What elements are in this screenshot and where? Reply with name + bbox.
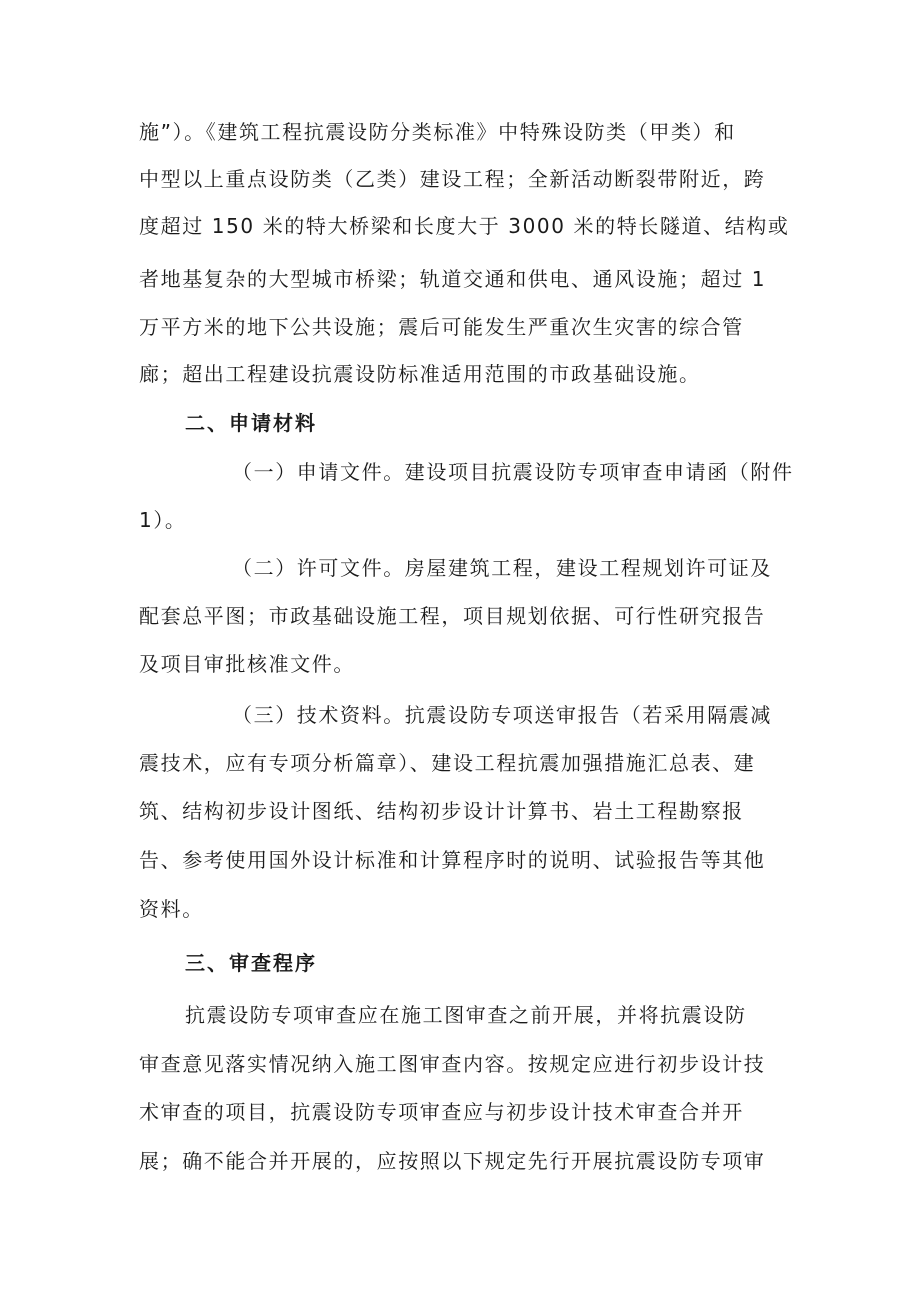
text-line: 抗震设防专项审查应在施工图审查之前开展，并将抗震设防 [185, 1003, 747, 1027]
text-line: （三）技术资料。抗震设防专项送审报告（若采用隔震减 [232, 703, 772, 727]
text-line: 度超过 150 米的特大桥梁和长度大于 3000 米的特长隧道、结构或 [139, 214, 790, 238]
text-line: 展；确不能合并开展的，应按照以下规定先行开展抗震设防专项审 [139, 1149, 766, 1173]
text-line: 者地基复杂的大型城市桥梁；轨道交通和供电、通风设施；超过 1 [139, 267, 767, 291]
section-heading: 二、申请材料 [185, 411, 317, 435]
text-line: 及项目审批核准文件。 [139, 652, 355, 676]
section-heading: 三、审查程序 [185, 951, 317, 975]
text-line: 万平方米的地下公共设施；震后可能发生严重次生灾害的综合管 [139, 315, 744, 339]
text-line: 审查意见落实情况纳入施工图审查内容。按规定应进行初步设计技 [139, 1052, 766, 1076]
text-line: 廊；超出工程建设抗震设防标准适用范围的市政基础设施。 [139, 362, 701, 386]
text-line: 筑、结构初步设计图纸、结构初步设计计算书、岩土工程勘察报 [139, 799, 744, 823]
text-line: 资料。 [139, 897, 204, 921]
text-line: 1）。 [139, 508, 187, 532]
text-line: （二）许可文件。房屋建筑工程，建设工程规划许可证及 [232, 556, 772, 580]
text-line: 施”）。《建筑工程抗震设防分类标准》中特殊设防类（甲类）和 [139, 120, 736, 144]
text-line: 配套总平图；市政基础设施工程，项目规划依据、可行性研究报告 [139, 604, 766, 628]
text-line: （一）申请文件。建设项目抗震设防专项审查申请函（附件 [232, 460, 794, 484]
text-line: 告、参考使用国外设计标准和计算程序时的说明、试验报告等其他 [139, 848, 766, 872]
text-line: 术审查的项目，抗震设防专项审查应与初步设计技术审查合并开 [139, 1100, 744, 1124]
text-line: 震技术，应有专项分析篇章）、建设工程抗震加强措施汇总表、建 [139, 751, 756, 775]
text-line: 中型以上重点设防类（乙类）建设工程；全新活动断裂带附近，跨 [139, 167, 766, 191]
